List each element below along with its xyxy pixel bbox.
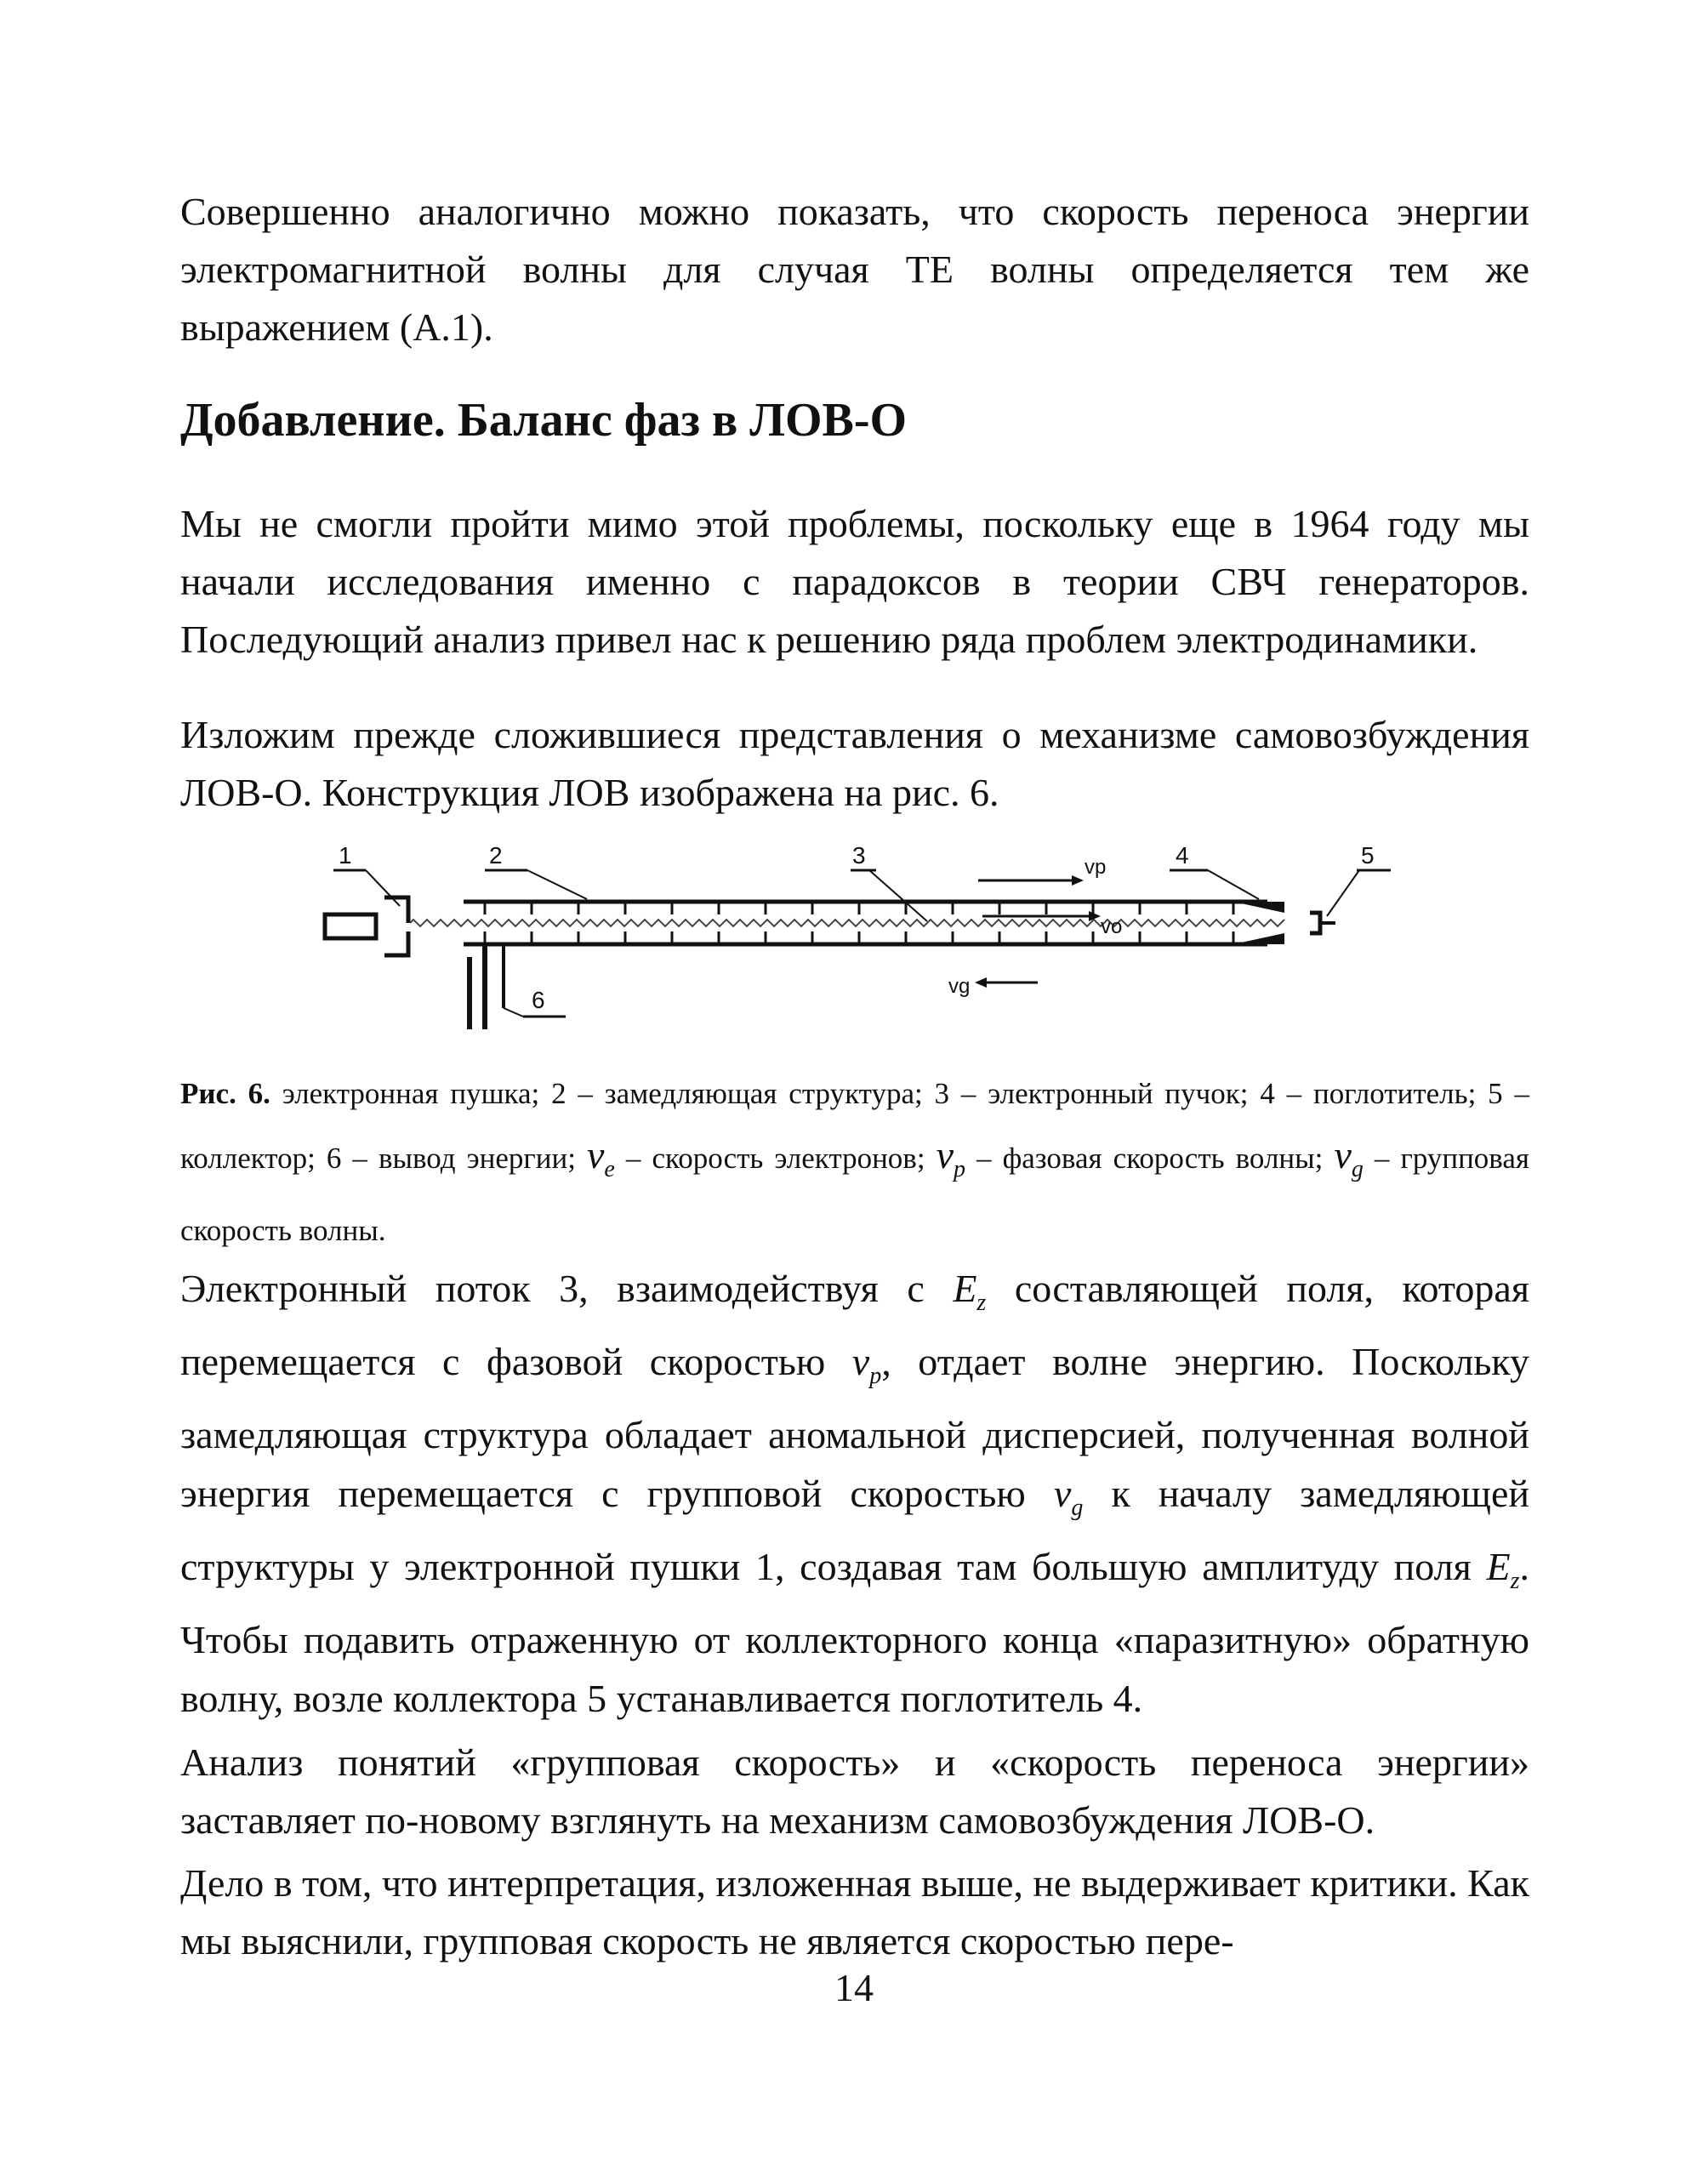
bwo-diagram xyxy=(315,838,1420,1042)
label-4: 4 xyxy=(1176,842,1189,869)
paragraph-5: Анализ понятий «групповая скорость» и «скорость переноса энергии» заставляет по-новому взглянуть на механизм самовозбуждения ЛОВ-О. xyxy=(180,1740,1529,1842)
label-4-leader xyxy=(1208,870,1259,899)
collector xyxy=(1310,913,1320,933)
paragraph-3: Изложим прежде сложившиеся представления о механизме самовозбуждения ЛОВ-О. Конструкция ЛОВ изображена на рис. 6. xyxy=(180,713,1529,814)
label-1: 1 xyxy=(339,842,352,869)
symbol-E: E xyxy=(1486,1545,1511,1588)
caption-label: Рис. 6. xyxy=(180,1077,270,1110)
vg-arrowhead xyxy=(975,977,987,988)
vp-label: vp xyxy=(1085,856,1107,879)
subscript-g: g xyxy=(1071,1495,1084,1521)
label-2-leader xyxy=(527,870,587,899)
caption-part-2: – скорость электронов; xyxy=(614,1142,925,1175)
paragraph-4-text-c: , отдает волне энергию. Поскольку замедляющая структура обладает аномальной дисперсией, полученная волной энергия перемещается с групповой скоростью xyxy=(180,1340,1529,1515)
vp-arrowhead xyxy=(1072,875,1084,886)
absorber-bottom xyxy=(1233,933,1284,944)
ve-label: vo xyxy=(1101,915,1123,938)
section-heading: Добавление. Баланс фаз в ЛОВ-О xyxy=(180,394,908,447)
symbol-E: E xyxy=(953,1267,977,1310)
figure-caption xyxy=(180,1063,1529,1262)
electron-beam xyxy=(410,920,1284,926)
electron-gun-body xyxy=(325,914,376,938)
paragraph-4-text-d: к началу замедляющей структуры у электронной пушки 1, создавая там большую амплитуду поля xyxy=(180,1472,1529,1588)
subscript-g: g xyxy=(1351,1156,1364,1182)
label-2: 2 xyxy=(489,842,503,869)
subscript-z: z xyxy=(976,1290,987,1316)
subscript-z: z xyxy=(1510,1568,1520,1594)
label-5: 5 xyxy=(1361,842,1375,869)
subscript-p: p xyxy=(869,1363,882,1389)
label-6: 6 xyxy=(532,987,545,1013)
paragraph-2: Мы не смогли пройти мимо этой проблемы, поскольку еще в 1964 году мы начали исследования именно с парадоксов в теории СВЧ генераторов. Последующий анализ привел нас к решению ряда проблем электродинамики. xyxy=(180,502,1529,661)
label-6-leader xyxy=(504,1008,523,1017)
caption-part-1: электронная пушка; 2 – замедляющая структура; 3 – электронный пучок; 4 – поглотитель; 5 – коллектор; 6 – вывод энергии; xyxy=(180,1077,1529,1175)
label-3-leader xyxy=(869,870,927,921)
paragraph-4-text-a: Электронный поток 3, взаимодействуя с xyxy=(180,1267,925,1310)
symbol-v: v xyxy=(851,1340,870,1383)
page-number: 14 xyxy=(834,1966,874,2009)
symbol-v: v xyxy=(1334,1133,1352,1176)
symbol-v: v xyxy=(587,1133,605,1176)
paragraph-4-text-e: . Чтобы подавить отраженную от коллекторного конца «паразитную» обратную волну, возле коллектора 5 устанавливается поглотитель 4. xyxy=(180,1545,1530,1720)
symbol-v: v xyxy=(1053,1472,1072,1515)
paragraph-4 xyxy=(180,1259,1529,1728)
absorber-top xyxy=(1233,902,1284,913)
caption-part-3: – фазовая скорость волны; xyxy=(965,1142,1324,1175)
subscript-p: p xyxy=(954,1156,966,1182)
symbol-v: v xyxy=(936,1133,954,1176)
vg-label: vg xyxy=(948,975,971,998)
label-1-leader xyxy=(366,870,400,906)
caption-part-4: – групповая скорость волны. xyxy=(180,1142,1530,1247)
label-3: 3 xyxy=(852,842,866,869)
paragraph-6: Дело в том, что интерпретация, изложенная выше, не выдерживает критики. Как мы выяснили, групповая скорость не является скоростью пере- xyxy=(180,1861,1529,1962)
gun-electrode-bottom xyxy=(384,931,408,955)
paragraph-1: Совершенно аналогично можно показать, что скорость переноса энергии электромагнитной волны для случая ТЕ волны определяется тем же выражением (А.1). xyxy=(180,190,1529,349)
subscript-e: e xyxy=(604,1156,615,1182)
paragraph-4-text-b: составляющей поля, которая перемещается с фазовой скоростью xyxy=(180,1267,1529,1383)
label-5-leader xyxy=(1327,870,1359,916)
